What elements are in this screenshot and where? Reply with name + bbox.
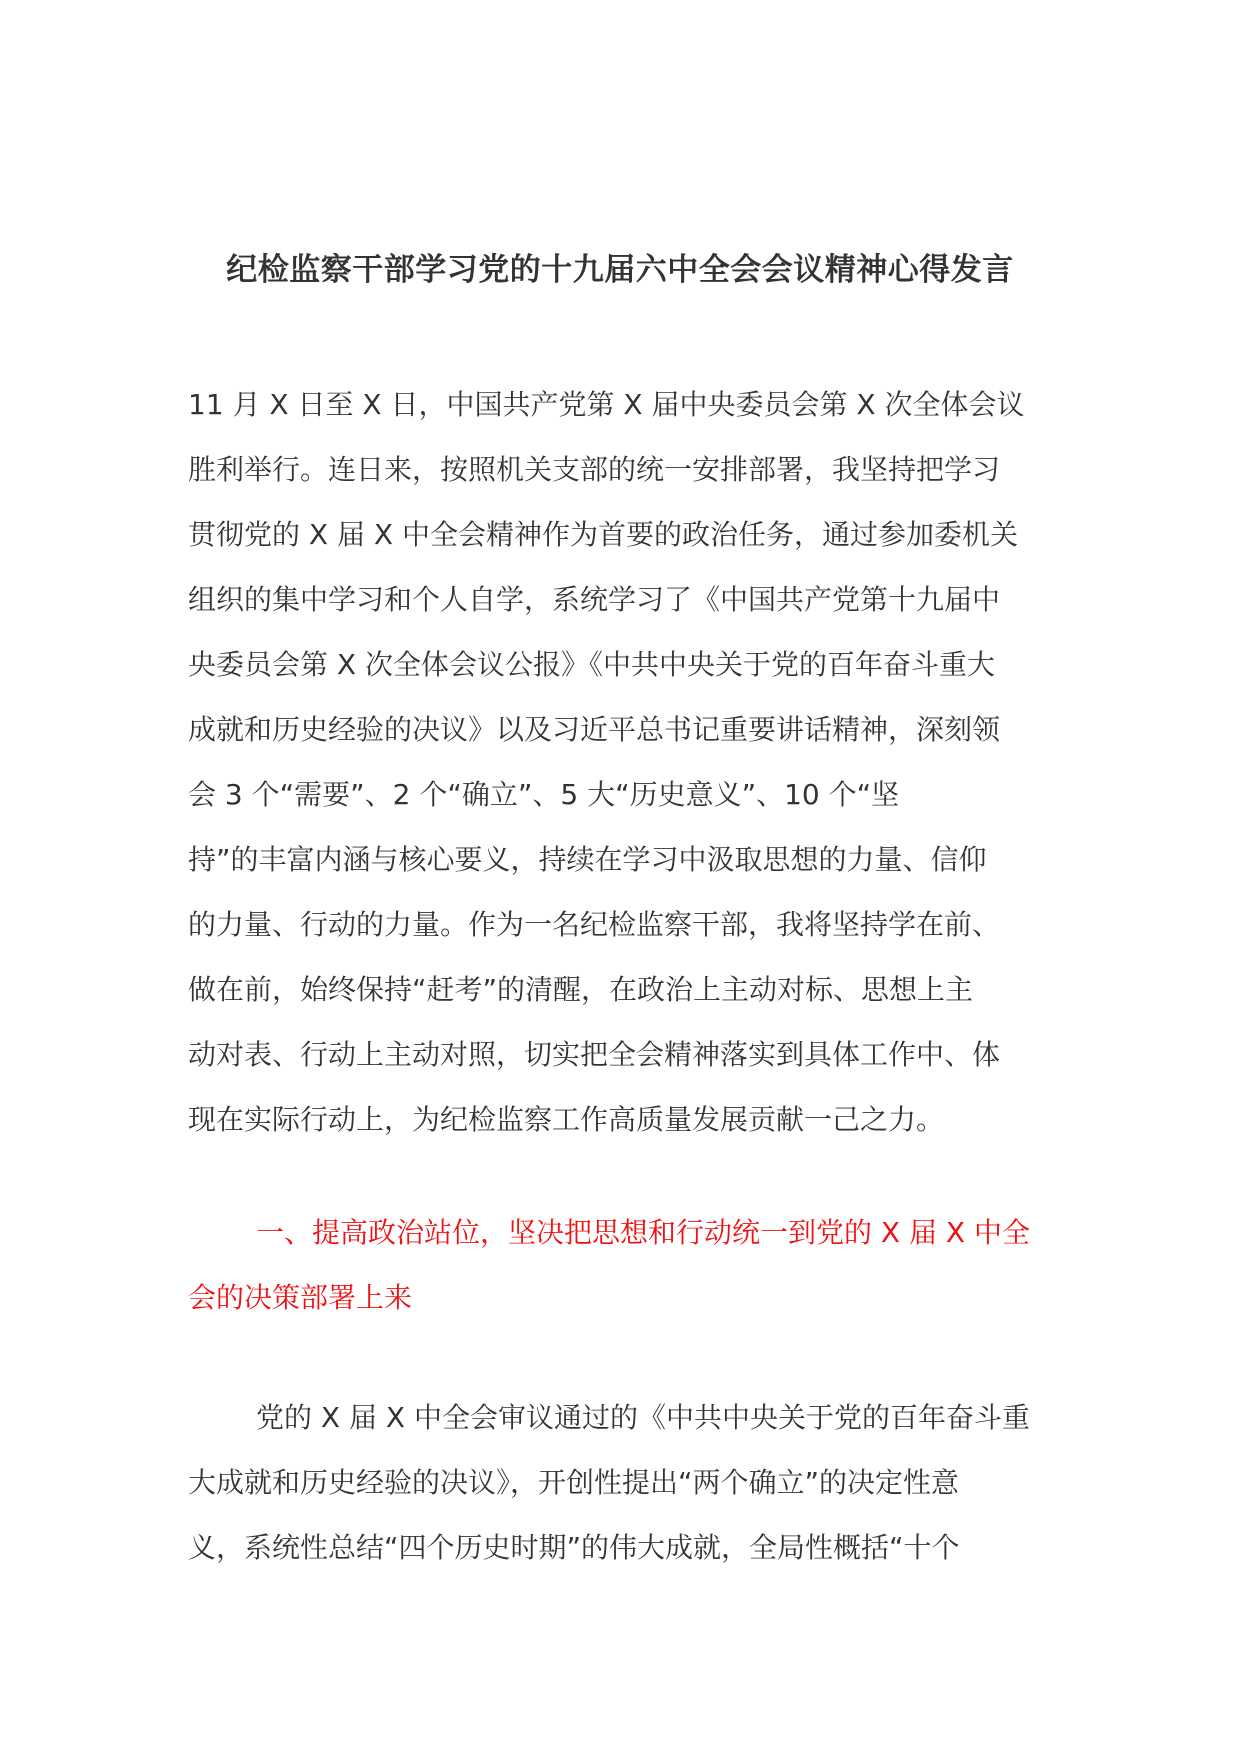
intro-line: 的力量、行动的力量。作为一名纪检监察干部，我将坚持学在前、: [188, 908, 1001, 941]
intro-line: 组织的集中学习和个人自学，系统学习了《中国共产党第十九届中: [188, 583, 1001, 616]
section-heading-line: 会的决策部署上来: [188, 1281, 413, 1314]
section-1-heading: [188, 1200, 1068, 1330]
section-1-paragraph: [188, 1385, 1058, 1580]
intro-line: 成就和历史经验的决议》以及习近平总书记重要讲话精神，深刻领: [188, 713, 1001, 746]
intro-line: 会 3 个“需要”、2 个“确立”、5 大“历史意义”、10 个“坚: [188, 778, 900, 811]
intro-line: 贯彻党的 X 届 X 中全会精神作为首要的政治任务，通过参加委机关: [188, 518, 1018, 551]
intro-line: 央委员会第 X 次全体会议公报》《中共中央关于党的百年奋斗重大: [188, 648, 995, 681]
intro-line: 动对表、行动上主动对照，切实把全会精神落实到具体工作中、体: [188, 1038, 1001, 1071]
section-heading-line: 一、提高政治站位，坚决把思想和行动统一到党的 X 届 X 中全: [256, 1216, 1030, 1249]
intro-line: 持”的丰富内涵与核心要义，持续在学习中汲取思想的力量、信仰: [188, 843, 987, 876]
section-body-line: 党的 X 届 X 中全会审议通过的《中共中央关于党的百年奋斗重: [256, 1401, 1030, 1434]
section-body-line: 义，系统性总结“四个历史时期”的伟大成就，全局性概括“十个: [188, 1531, 960, 1564]
document-title: 纪检监察干部学习党的十九届六中全会会议精神心得发言: [226, 252, 1014, 288]
intro-line: 现在实际行动上，为纪检监察工作高质量发展贡献一己之力。: [188, 1103, 945, 1136]
section-body-line: 大成就和历史经验的决议》，开创性提出“两个确立”的决定性意: [188, 1466, 960, 1499]
intro-paragraph: [188, 372, 1058, 1152]
intro-line: 11 月 X 日至 X 日，中国共产党第 X 届中央委员会第 X 次全体会议: [188, 388, 1025, 421]
intro-line: 胜利举行。连日来，按照机关支部的统一安排部署，我坚持把学习: [188, 453, 1001, 486]
intro-line: 做在前，始终保持“赶考”的清醒，在政治上主动对标、思想上主: [188, 973, 974, 1006]
